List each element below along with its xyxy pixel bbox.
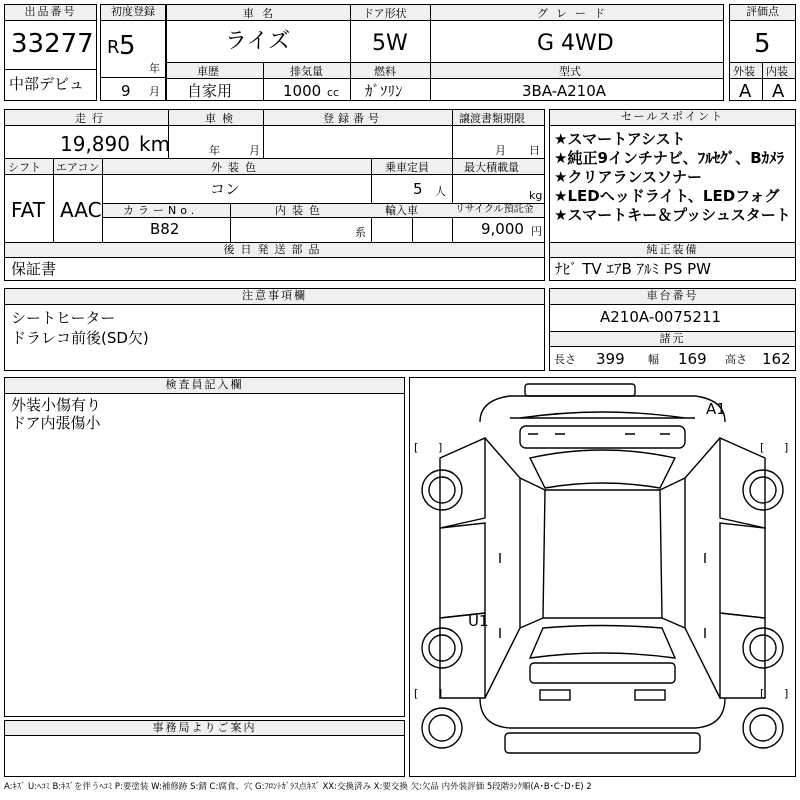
car-box: 車名 ドア形状 グレード ライズ 5W G 4WD 車歴 排気量 燃料 型式 自家用 1000 cc ｶﾞｿﾘﾝ 3BA-A210A (166, 4, 724, 101)
int-grade: A (772, 81, 785, 102)
chassis-label: 車台番号 (550, 289, 795, 305)
reg-year: 5 (119, 31, 136, 61)
score: 5 (754, 29, 771, 59)
door-type: 5W (372, 31, 408, 56)
sales-item: ★クリアランスソナー (554, 168, 702, 186)
ext-grade: A (739, 81, 752, 102)
spec-table: 走行 車検 登録番号 譲渡書類期限 19,890 km 年 月 月 日 シフト エアコン 外装色 乗車定員 最大積載量 FAT AAC コン 5 人 kg カラーNo. 内装色 輸入車 リサイクル預託金 B82 系 9,000 円 後日発送部品 保証書 (4, 109, 545, 281)
car-name: ライズ (225, 29, 291, 54)
history-label: 車歴 (197, 65, 219, 78)
reg-month: 9 (121, 82, 131, 100)
ac: AAC (60, 198, 102, 222)
shift: FAT (11, 198, 46, 222)
equip-list: ﾅﾋﾞ TV ｴｱB ｱﾙﾐ PS PW (555, 260, 711, 278)
inspector-line: 外装小傷有り (11, 396, 102, 414)
office-box (4, 720, 405, 777)
sales-item: ★スマートアシスト (554, 130, 686, 148)
score-label: 評価点 (730, 5, 795, 21)
seats: 5 (413, 180, 423, 198)
equip-label: 純正装備 (550, 243, 795, 258)
displacement: 1000 (283, 82, 322, 100)
chassis-box: 車台番号 A210A-0075211 諸元 長さ 399 幅 169 高さ 162 (549, 288, 796, 371)
lot-label: 出品番号 (5, 5, 96, 21)
legend: A:ｷｽﾞ U:ﾍｺﾐ B:ｷｽﾞを伴うﾍｺﾐ P:要塗装 W:補修跡 S:錆 C:腐食、穴 G:ﾌﾛﾝﾄｶﾞﾗｽ点ｷｽﾞ XX:交換済み X:要交換 欠:欠品 内外装評価 5段階ﾗﾝｸ順(A･B･C･D･E) 2 (4, 782, 592, 792)
lot-number: 33277 (11, 29, 94, 59)
later-parts: 保証書 (11, 260, 57, 278)
notes-box (4, 288, 545, 371)
mileage: 19,890 (60, 132, 130, 156)
first-reg-box: 初度登録 R 5 年 9 月 (100, 4, 166, 101)
venue: 中部デビュ (9, 75, 85, 93)
height: 162 (762, 350, 791, 368)
note-line: ドラレコ前後(SD欠) (11, 329, 149, 347)
disp-label: 排気量 (290, 65, 323, 78)
recycle-fee: 9,000 (481, 220, 524, 238)
dims-label: 諸元 (550, 332, 795, 347)
model-label: 型式 (559, 65, 581, 78)
int-label: 内装 (766, 65, 788, 78)
car-outline (410, 378, 795, 776)
grade: G 4WD (537, 31, 614, 56)
sales-label: セールスポイント (550, 110, 795, 126)
damage-mark-u1: U1 (468, 612, 489, 630)
notes-label: 注意事項欄 (5, 289, 544, 305)
office-label: 事務局よりご案内 (5, 721, 404, 736)
length: 399 (596, 350, 625, 368)
inspector-box (4, 377, 405, 717)
car-name-label: 車名 (243, 7, 281, 20)
fuel: ｶﾞｿﾘﾝ (365, 82, 403, 100)
width: 169 (678, 350, 707, 368)
ext-color: コン (210, 180, 241, 198)
first-reg-label: 初度登録 (101, 5, 165, 21)
door-label: ドア形状 (363, 7, 407, 20)
era: R (107, 37, 120, 58)
note-line: シートヒーター (11, 309, 116, 327)
car-diagram: A1 U1 [ ] [ ] [ ] [ ] (409, 377, 796, 777)
inspector-label: 検査員記入欄 (5, 378, 404, 394)
sales-item: ★純正9インチナビ、ﾌﾙｾｸﾞ、Bｶﾒﾗ (554, 149, 785, 167)
history: 自家用 (187, 82, 233, 100)
sales-points (549, 109, 796, 281)
model-code: 3BA-A210A (522, 82, 607, 100)
score-box (729, 4, 796, 101)
ext-label: 外装 (733, 65, 755, 78)
damage-mark-a1: A1 (706, 400, 726, 418)
sales-item: ★LEDヘッドライト、LEDフォグ (554, 187, 780, 205)
sales-item: ★スマートキー＆プッシュスタート (554, 206, 791, 224)
inspector-line: ドア内張傷小 (11, 414, 101, 432)
lot-box (4, 4, 97, 101)
color-no: B82 (150, 220, 180, 238)
fuel-label: 燃料 (374, 65, 396, 78)
chassis-number: A210A-0075211 (600, 308, 722, 326)
grade-label: グレード (537, 7, 613, 20)
